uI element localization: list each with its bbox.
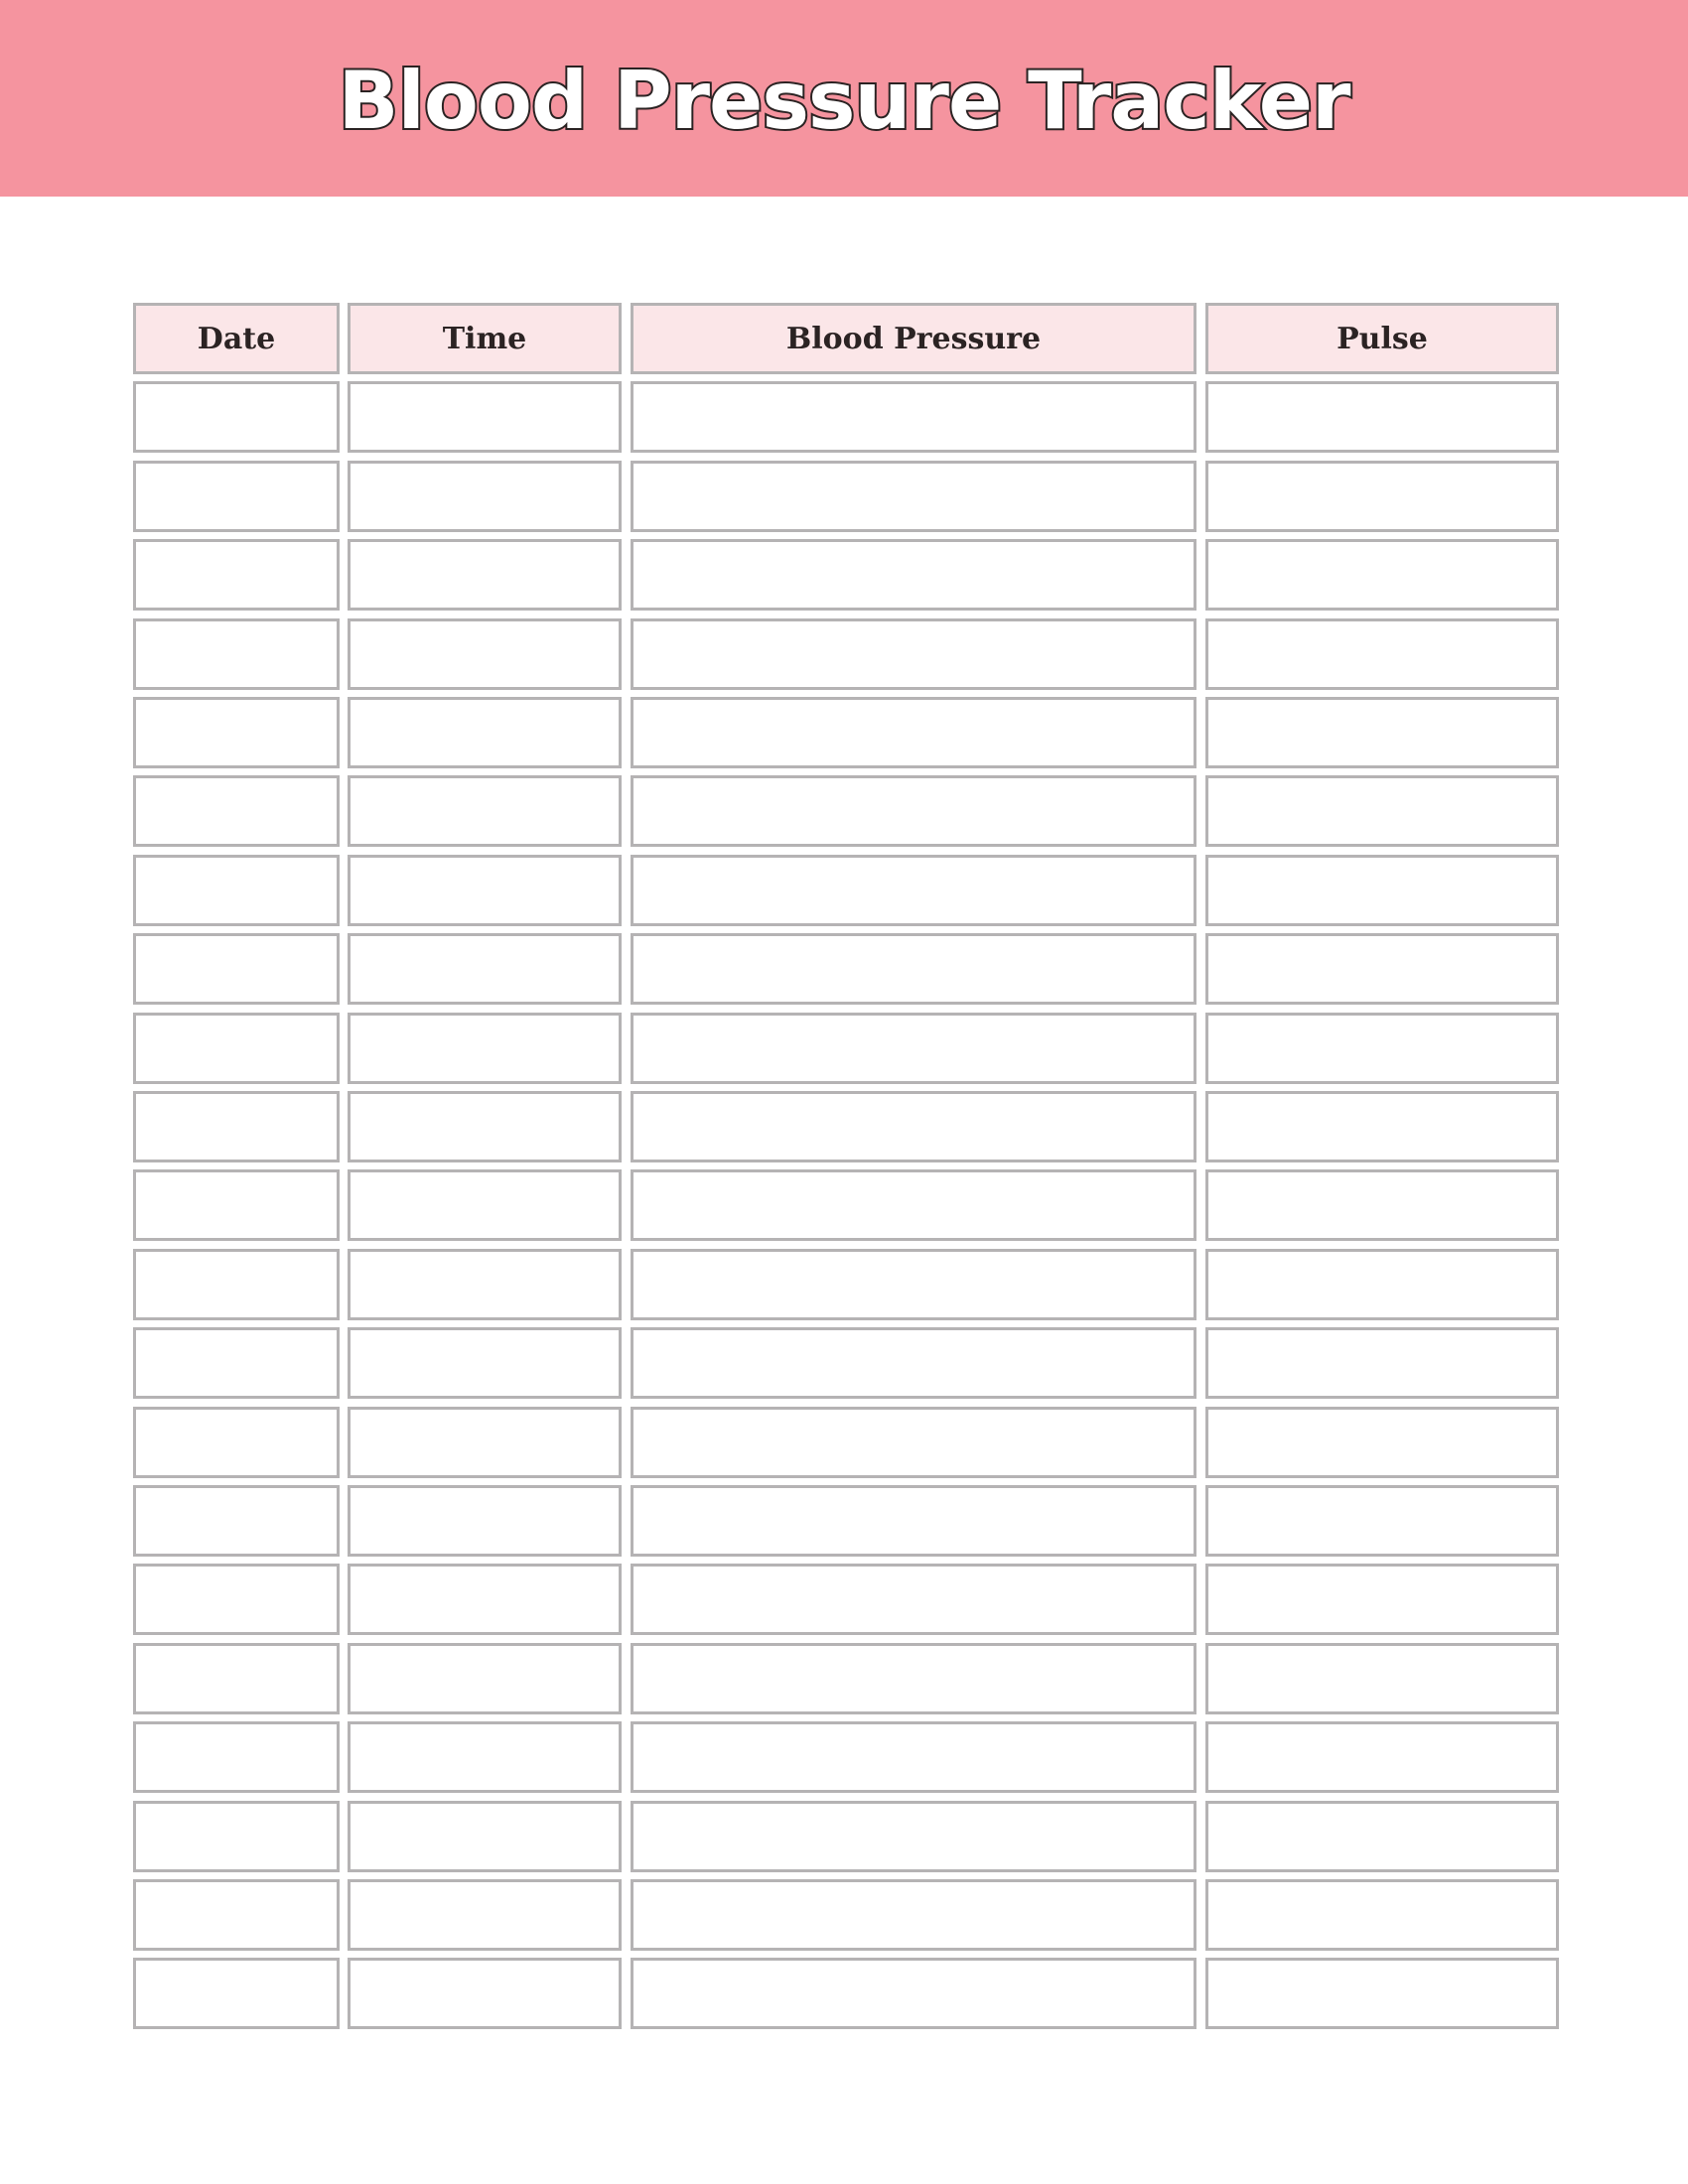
entry-cell-date[interactable] xyxy=(133,1958,340,2029)
entry-cell-date[interactable] xyxy=(133,1091,340,1162)
entry-cell-blood-pressure[interactable] xyxy=(631,1169,1196,1241)
entry-cell-date[interactable] xyxy=(133,381,340,453)
header-cell-pulse xyxy=(1205,303,1559,374)
entry-cell-blood-pressure[interactable] xyxy=(631,855,1196,926)
entry-cell-blood-pressure[interactable] xyxy=(631,697,1196,768)
entry-cell-blood-pressure[interactable] xyxy=(631,933,1196,1005)
column-header-label: Pulse xyxy=(1336,321,1428,356)
entry-cell-time[interactable] xyxy=(348,697,622,768)
entry-cell-pulse[interactable] xyxy=(1205,855,1559,926)
entry-cell-time[interactable] xyxy=(348,933,622,1005)
column-header-label: Date xyxy=(197,321,276,356)
entry-cell-pulse[interactable] xyxy=(1205,1249,1559,1320)
entry-cell-date[interactable] xyxy=(133,855,340,926)
entry-cell-pulse[interactable] xyxy=(1205,1643,1559,1714)
entry-cell-date[interactable] xyxy=(133,1249,340,1320)
entry-cell-time[interactable] xyxy=(348,381,622,453)
entry-cell-blood-pressure[interactable] xyxy=(631,1249,1196,1320)
column-header-label: Blood Pressure xyxy=(785,321,1042,356)
entry-cell-blood-pressure[interactable] xyxy=(631,1327,1196,1399)
header-cell-time xyxy=(348,303,622,374)
header-cell-date xyxy=(133,303,340,374)
entry-cell-pulse[interactable] xyxy=(1205,1407,1559,1478)
entry-cell-time[interactable] xyxy=(348,1958,622,2029)
entry-cell-date[interactable] xyxy=(133,775,340,847)
entry-cell-time[interactable] xyxy=(348,1564,622,1635)
entry-cell-blood-pressure[interactable] xyxy=(631,1801,1196,1872)
entry-cell-blood-pressure[interactable] xyxy=(631,1879,1196,1951)
entry-cell-blood-pressure[interactable] xyxy=(631,381,1196,453)
entry-cell-date[interactable] xyxy=(133,1327,340,1399)
entry-cell-pulse[interactable] xyxy=(1205,618,1559,690)
entry-cell-time[interactable] xyxy=(348,1327,622,1399)
entry-cell-pulse[interactable] xyxy=(1205,1721,1559,1793)
entry-cell-date[interactable] xyxy=(133,618,340,690)
entry-cell-pulse[interactable] xyxy=(1205,1327,1559,1399)
entry-cell-time[interactable] xyxy=(348,1169,622,1241)
entry-cell-blood-pressure[interactable] xyxy=(631,775,1196,847)
entry-cell-time[interactable] xyxy=(348,775,622,847)
entry-cell-time[interactable] xyxy=(348,855,622,926)
entry-cell-time[interactable] xyxy=(348,1643,622,1714)
entry-cell-date[interactable] xyxy=(133,697,340,768)
entry-cell-date[interactable] xyxy=(133,1721,340,1793)
entry-cell-date[interactable] xyxy=(133,1564,340,1635)
entry-cell-pulse[interactable] xyxy=(1205,381,1559,453)
entry-cell-pulse[interactable] xyxy=(1205,539,1559,611)
entry-cell-pulse[interactable] xyxy=(1205,1485,1559,1557)
entry-cell-time[interactable] xyxy=(348,1249,622,1320)
entry-cell-pulse[interactable] xyxy=(1205,1564,1559,1635)
entry-cell-time[interactable] xyxy=(348,461,622,532)
entry-cell-time[interactable] xyxy=(348,1879,622,1951)
entry-cell-date[interactable] xyxy=(133,1879,340,1951)
entry-cell-pulse[interactable] xyxy=(1205,461,1559,532)
entry-cell-pulse[interactable] xyxy=(1205,775,1559,847)
entry-cell-date[interactable] xyxy=(133,1485,340,1557)
entry-cell-pulse[interactable] xyxy=(1205,1879,1559,1951)
entry-cell-date[interactable] xyxy=(133,539,340,611)
entry-cell-blood-pressure[interactable] xyxy=(631,1013,1196,1084)
entry-cell-date[interactable] xyxy=(133,461,340,532)
entry-cell-blood-pressure[interactable] xyxy=(631,1958,1196,2029)
entry-cell-pulse[interactable] xyxy=(1205,1169,1559,1241)
entry-cell-pulse[interactable] xyxy=(1205,1801,1559,1872)
entry-cell-blood-pressure[interactable] xyxy=(631,1643,1196,1714)
column-header-label: Time xyxy=(442,321,527,356)
entry-cell-time[interactable] xyxy=(348,618,622,690)
entry-cell-time[interactable] xyxy=(348,1721,622,1793)
entry-cell-blood-pressure[interactable] xyxy=(631,618,1196,690)
entry-cell-blood-pressure[interactable] xyxy=(631,1721,1196,1793)
entry-cell-date[interactable] xyxy=(133,1407,340,1478)
entry-cell-pulse[interactable] xyxy=(1205,1091,1559,1162)
entry-cell-time[interactable] xyxy=(348,1091,622,1162)
entry-cell-date[interactable] xyxy=(133,933,340,1005)
entry-cell-time[interactable] xyxy=(348,1407,622,1478)
entry-cell-pulse[interactable] xyxy=(1205,697,1559,768)
entry-cell-time[interactable] xyxy=(348,539,622,611)
entry-cell-time[interactable] xyxy=(348,1013,622,1084)
entry-cell-blood-pressure[interactable] xyxy=(631,539,1196,611)
entry-cell-blood-pressure[interactable] xyxy=(631,1564,1196,1635)
entry-cell-pulse[interactable] xyxy=(1205,933,1559,1005)
entry-cell-blood-pressure[interactable] xyxy=(631,1407,1196,1478)
entry-cell-blood-pressure[interactable] xyxy=(631,461,1196,532)
entry-cell-date[interactable] xyxy=(133,1169,340,1241)
page-title: Blood Pressure Tracker xyxy=(338,55,1350,147)
entry-cell-pulse[interactable] xyxy=(1205,1958,1559,2029)
entry-cell-date[interactable] xyxy=(133,1013,340,1084)
entry-cell-date[interactable] xyxy=(133,1801,340,1872)
entry-cell-pulse[interactable] xyxy=(1205,1013,1559,1084)
entry-cell-blood-pressure[interactable] xyxy=(631,1091,1196,1162)
entry-cell-date[interactable] xyxy=(133,1643,340,1714)
entry-cell-time[interactable] xyxy=(348,1801,622,1872)
header-cell-blood-pressure xyxy=(631,303,1196,374)
entry-cell-time[interactable] xyxy=(348,1485,622,1557)
entry-cell-blood-pressure[interactable] xyxy=(631,1485,1196,1557)
